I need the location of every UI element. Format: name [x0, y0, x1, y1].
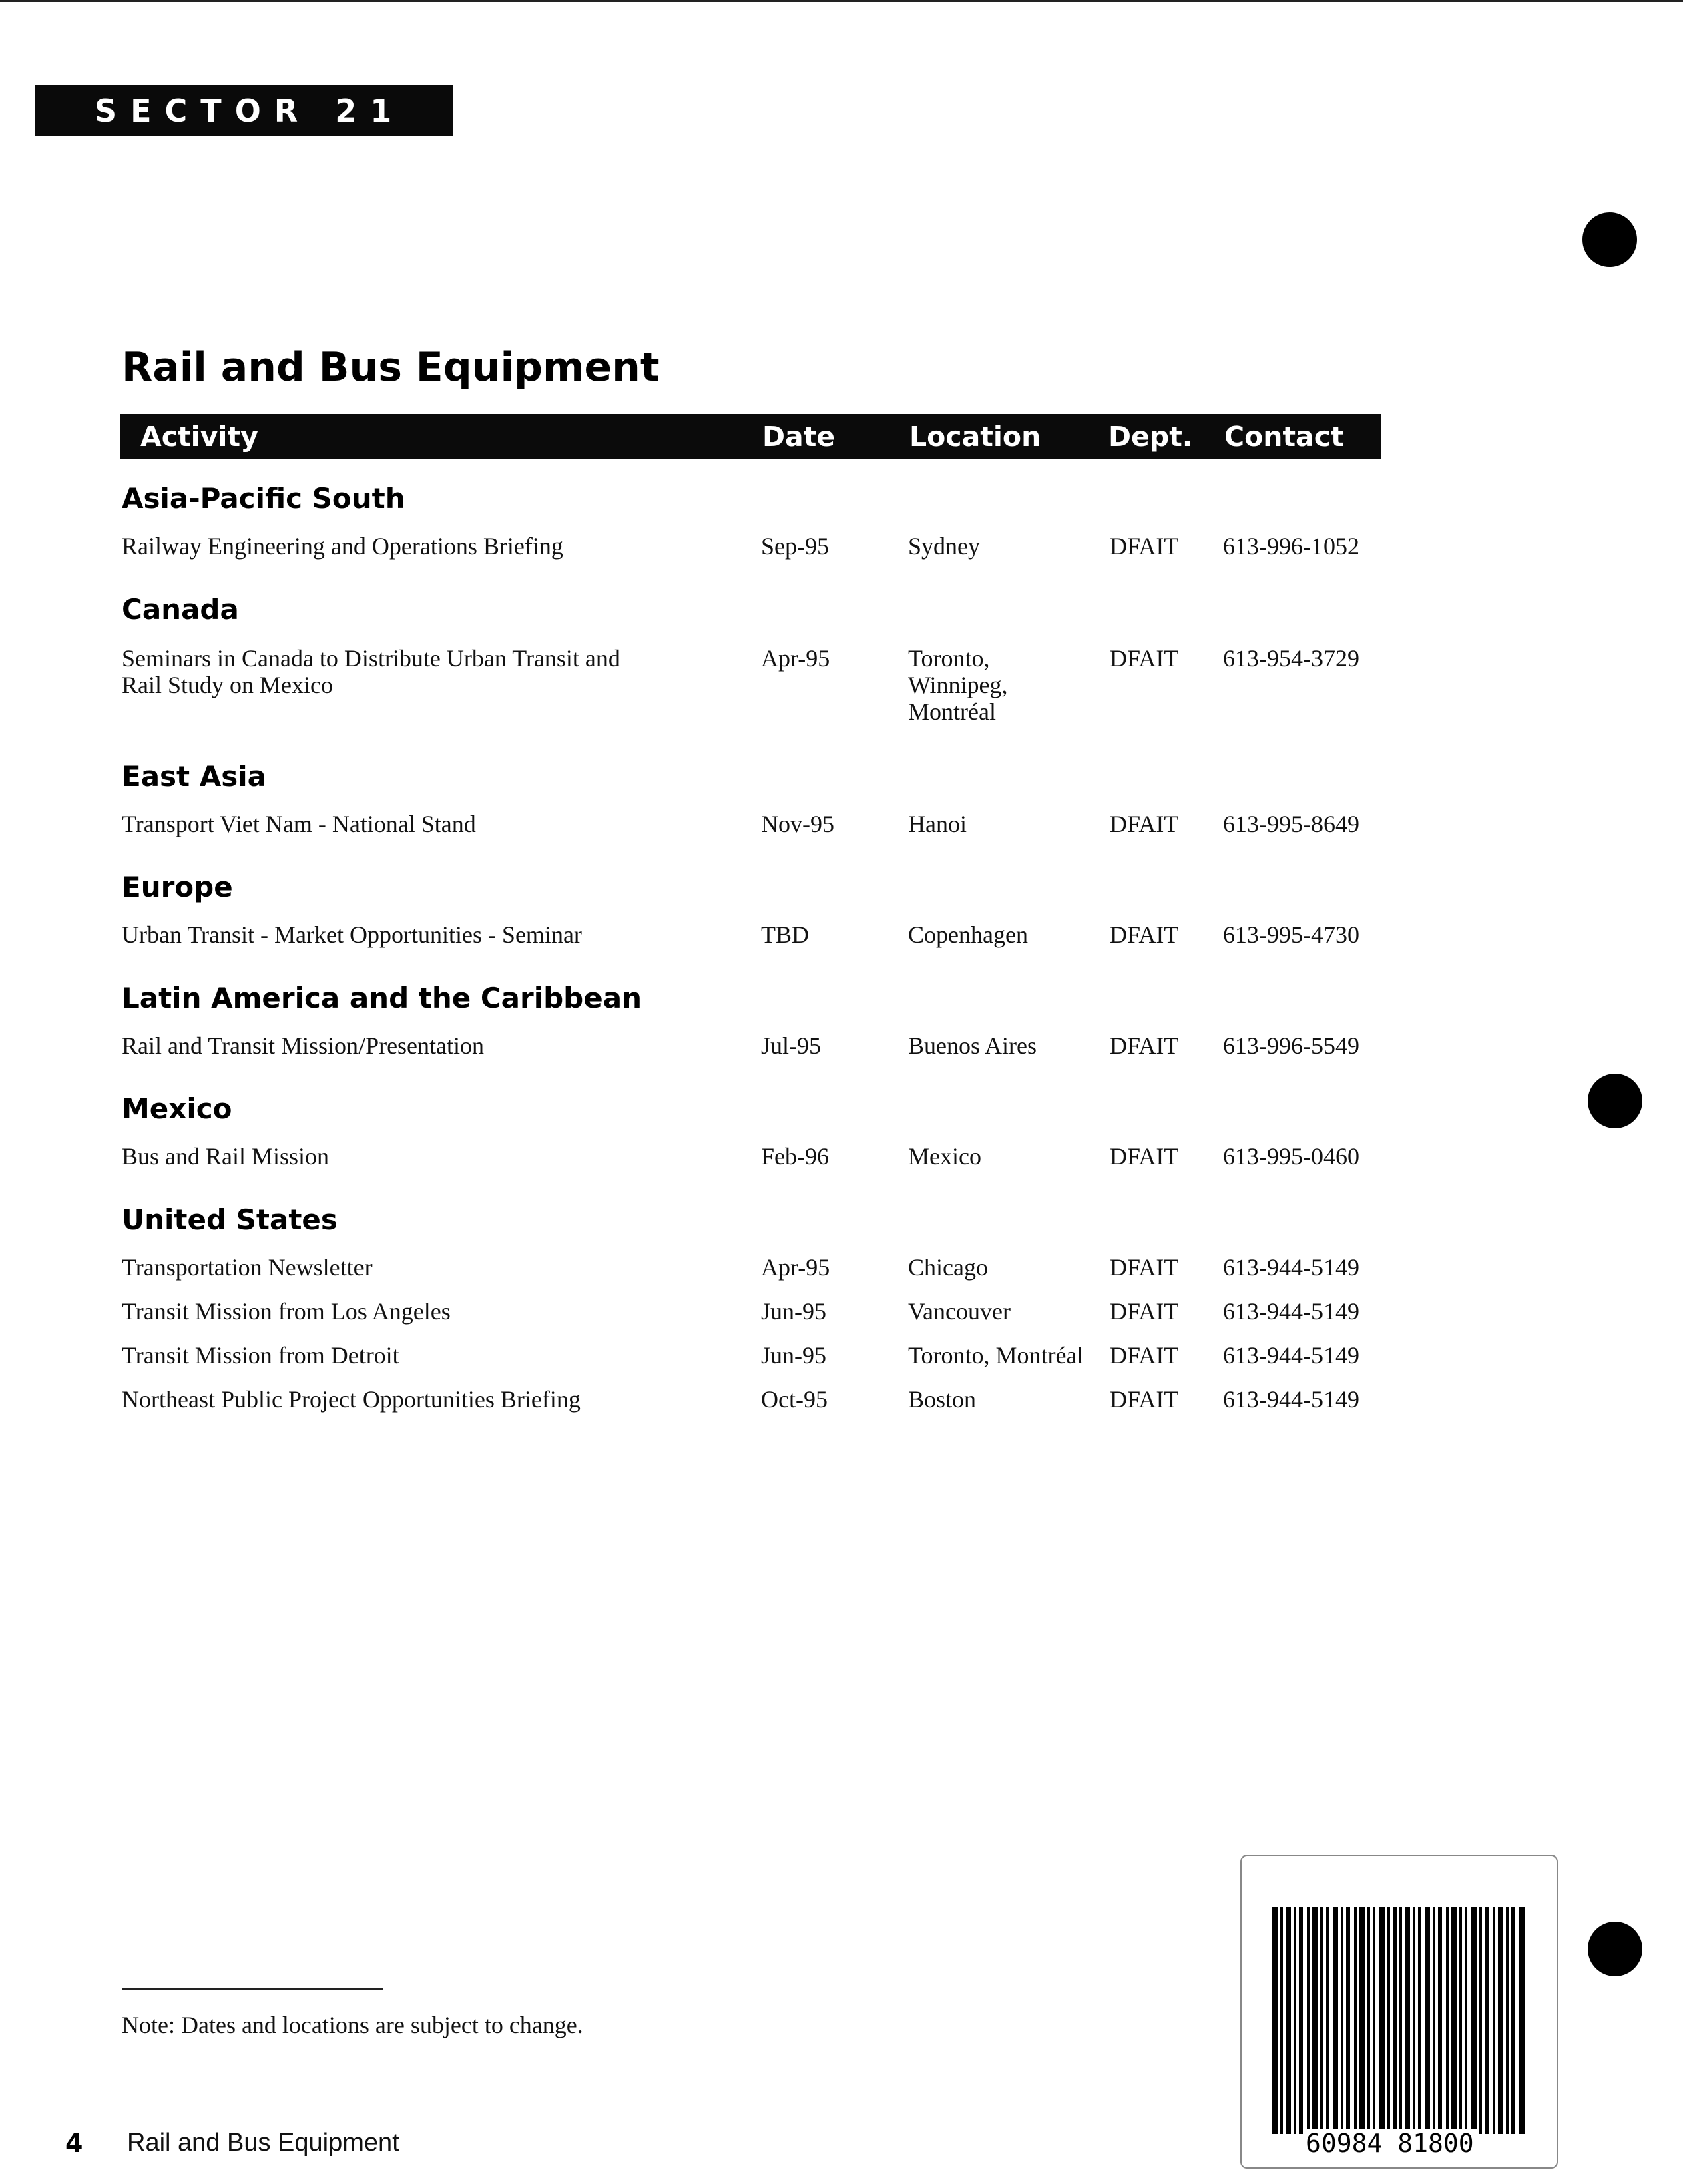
location-cell: Copenhagen [908, 921, 1028, 948]
dept-cell: DFAIT [1110, 1342, 1179, 1369]
location-line: Toronto, [908, 645, 990, 672]
dept-cell: DFAIT [1110, 1298, 1179, 1325]
table-header [120, 414, 1381, 459]
sector-banner: SECTOR 21 [35, 85, 453, 136]
punch-hole [1582, 212, 1637, 267]
dept-cell: DFAIT [1110, 1254, 1179, 1281]
activity-cell: Transport Viet Nam - National Stand [122, 811, 476, 837]
region-heading: United States [122, 1203, 338, 1236]
activity-cell: Urban Transit - Market Opportunities - Seminar [122, 921, 582, 948]
dept-cell: DFAIT [1110, 1032, 1179, 1059]
barcode-label [1240, 1855, 1558, 2169]
activity-cell [122, 645, 709, 698]
contact-cell: 613-944-5149 [1223, 1342, 1359, 1369]
region-heading: East Asia [122, 760, 266, 793]
page-number: 4 [65, 2129, 83, 2158]
location-cell: Toronto, Montréal [908, 1342, 1084, 1369]
activity-cell: Transit Mission from Los Angeles [122, 1298, 451, 1325]
punch-hole [1588, 1922, 1642, 1976]
region-heading: Canada [122, 593, 239, 626]
contact-cell: 613-944-5149 [1223, 1254, 1359, 1281]
region-heading: Mexico [122, 1092, 232, 1125]
activity-cell: Rail and Transit Mission/Presentation [122, 1032, 485, 1059]
footnote: Note: Dates and locations are subject to change. [122, 2012, 583, 2038]
location-cell: Mexico [908, 1143, 981, 1170]
contact-cell: 613-944-5149 [1223, 1298, 1359, 1325]
date-cell: Jun-95 [761, 1298, 826, 1325]
location-cell: Sydney [908, 533, 980, 560]
date-cell: Feb-96 [761, 1143, 829, 1170]
activity-cell: Bus and Rail Mission [122, 1143, 330, 1170]
region-heading: Europe [122, 871, 233, 903]
location-cell: Buenos Aires [908, 1032, 1037, 1059]
date-cell: Jul-95 [761, 1032, 821, 1059]
region-heading: Asia-Pacific South [122, 482, 405, 515]
location-cell [908, 645, 1108, 725]
column-header-location: Location [909, 421, 1041, 453]
date-cell: Nov-95 [761, 811, 834, 837]
activity-line: Seminars in Canada to Distribute Urban Transit and [122, 645, 620, 672]
date-cell: Jun-95 [761, 1342, 826, 1369]
footer-title: Rail and Bus Equipment [127, 2129, 399, 2157]
page-title: Rail and Bus Equipment [122, 344, 660, 391]
column-header-dept: Dept. [1108, 421, 1193, 453]
contact-cell: 613-996-1052 [1223, 533, 1359, 560]
punch-hole [1588, 1074, 1642, 1128]
contact-cell: 613-944-5149 [1223, 1386, 1359, 1413]
contact-cell: 613-996-5549 [1223, 1032, 1359, 1059]
dept-cell: DFAIT [1110, 1386, 1179, 1413]
dept-cell: DFAIT [1110, 921, 1179, 948]
location-cell: Chicago [908, 1254, 988, 1281]
contact-cell: 613-954-3729 [1223, 645, 1359, 672]
activity-line: Rail Study on Mexico [122, 672, 333, 698]
dept-cell: DFAIT [1110, 645, 1179, 672]
contact-cell: 613-995-8649 [1223, 811, 1359, 837]
contact-cell: 613-995-4730 [1223, 921, 1359, 948]
barcode-bars [1272, 1907, 1526, 2134]
activity-cell: Railway Engineering and Operations Briefing [122, 533, 563, 560]
location-cell: Boston [908, 1386, 977, 1413]
activity-cell: Transit Mission from Detroit [122, 1342, 399, 1369]
contact-cell: 613-995-0460 [1223, 1143, 1359, 1170]
location-line: Winnipeg, [908, 672, 1008, 698]
top-rule [0, 0, 1683, 2]
activity-cell: Transportation Newsletter [122, 1254, 373, 1281]
date-cell: Apr-95 [761, 1254, 830, 1281]
location-cell: Vancouver [908, 1298, 1011, 1325]
column-header-contact: Contact [1224, 421, 1344, 453]
dept-cell: DFAIT [1110, 1143, 1179, 1170]
location-line: Montréal [908, 698, 996, 725]
column-header-activity: Activity [140, 421, 258, 453]
date-cell: Apr-95 [761, 645, 830, 672]
barcode-number: 60984 81800 [1303, 2129, 1477, 2158]
dept-cell: DFAIT [1110, 811, 1179, 837]
location-cell: Hanoi [908, 811, 967, 837]
footnote-rule [122, 1988, 383, 1990]
activity-cell: Northeast Public Project Opportunities Briefing [122, 1386, 581, 1413]
region-heading: Latin America and the Caribbean [122, 981, 642, 1014]
date-cell: Sep-95 [761, 533, 829, 560]
column-header-date: Date [762, 421, 836, 453]
date-cell: TBD [761, 921, 809, 948]
date-cell: Oct-95 [761, 1386, 828, 1413]
dept-cell: DFAIT [1110, 533, 1179, 560]
